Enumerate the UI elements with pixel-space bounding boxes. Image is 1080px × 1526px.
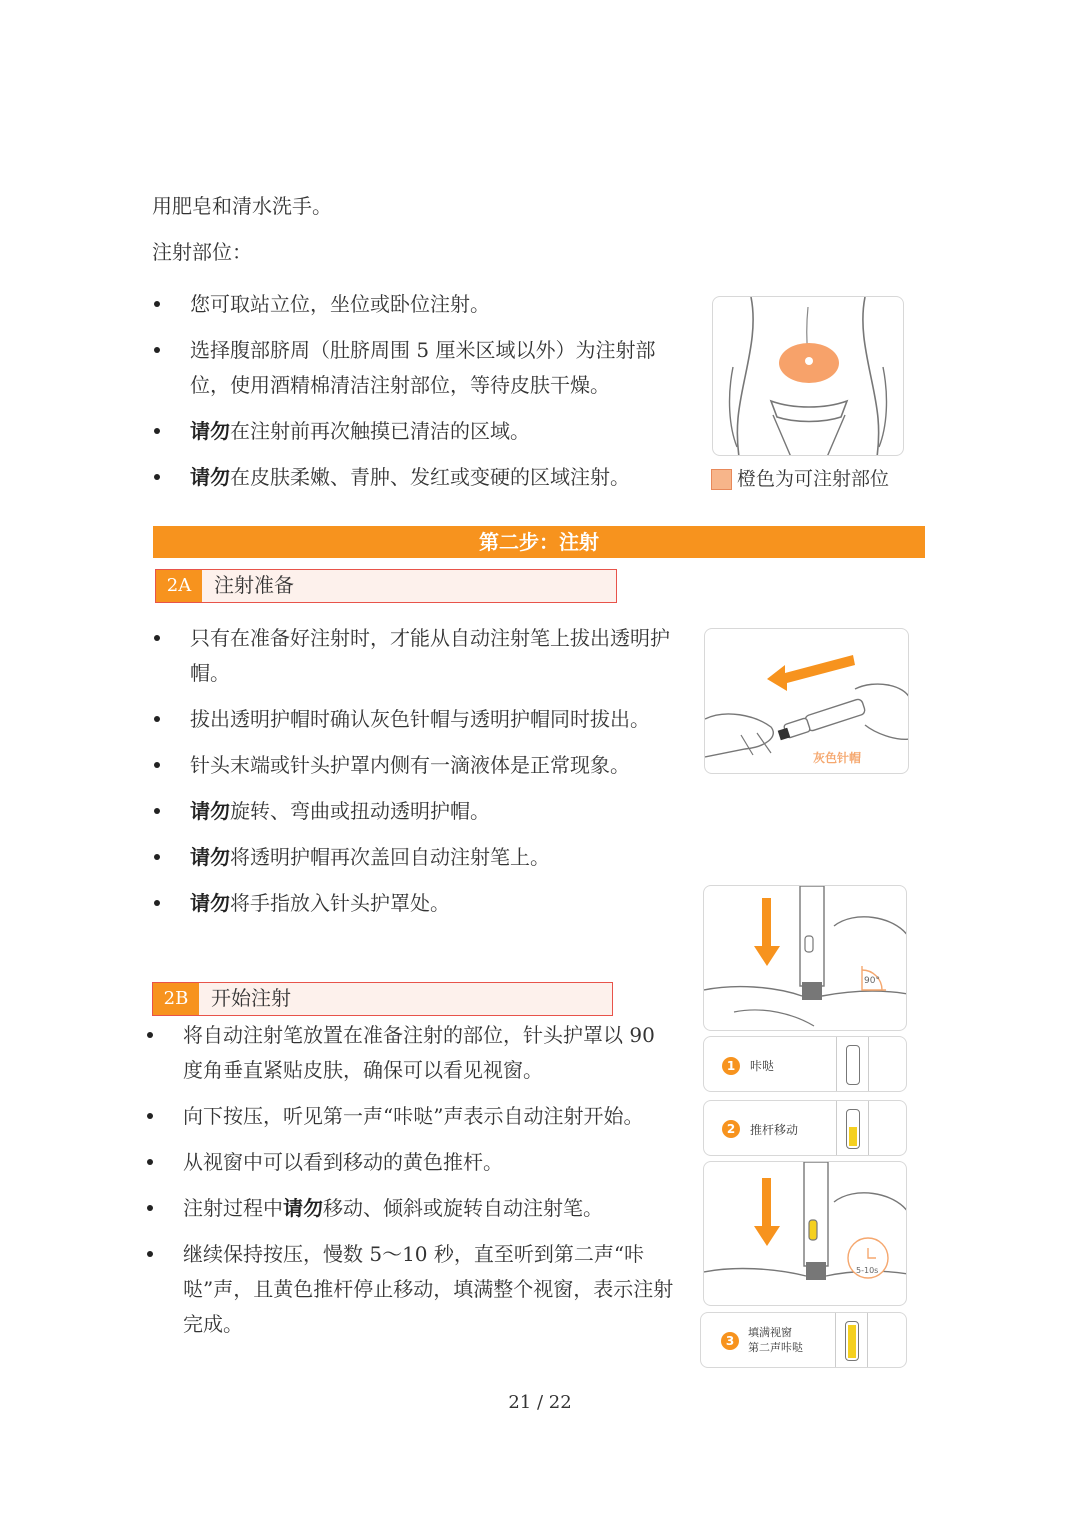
- torso-illustration: [713, 297, 904, 456]
- prep-bullet: 请勿将手指放入针头护罩处。: [152, 886, 687, 921]
- section-2b-title: 开始注射: [211, 986, 291, 1010]
- step3-window-icon: [845, 1321, 859, 1361]
- inject-bullet: 继续保持按压，慢数 5～10 秒，直至听到第二声“咔哒”声，且黄色推杆停止移动，填满整个视窗，表示注射完成。: [145, 1237, 678, 1342]
- step2-card: [703, 1100, 907, 1156]
- site-bullet: 请勿在皮肤柔嫩、青肿、发红或变硬的区域注射。: [152, 460, 692, 495]
- step3-card: [700, 1312, 907, 1368]
- site-bullet: 您可取站立位，坐位或卧位注射。: [152, 287, 692, 322]
- step2-window-icon: [846, 1109, 860, 1149]
- prep-bullet: 只有在准备好注射时，才能从自动注射笔上拔出透明护帽。: [152, 621, 687, 691]
- down-arrow-icon: [754, 946, 780, 966]
- prep-bullet: 请勿旋转、弯曲或扭动透明护帽。: [152, 794, 687, 829]
- wash-hands-text: 用肥皂和清水洗手。: [152, 194, 332, 218]
- step2-badge: 2: [722, 1120, 740, 1138]
- step-two-header: 第二步：注射: [153, 526, 925, 558]
- needle-shield: [802, 982, 822, 1000]
- inject-bullet: 注射过程中请勿移动、倾斜或旋转自动注射笔。: [145, 1191, 678, 1226]
- step1-card: [703, 1036, 907, 1092]
- inject-bullet-list: [145, 1018, 678, 1342]
- step1-window-icon: [846, 1045, 860, 1085]
- gray-cap-label: 灰色针帽: [813, 751, 862, 765]
- body-site-figure: [712, 296, 904, 456]
- page-number: 21 / 22: [508, 1392, 572, 1413]
- step3-label-line2: 第二声咔哒: [748, 1341, 803, 1354]
- inject-bullet: 将自动注射笔放置在准备注射的部位，针头护罩以 90 度角垂直紧贴皮肤，确保可以看见视窗。: [145, 1018, 678, 1088]
- step3-badge: 3: [721, 1332, 739, 1350]
- inject-bullet: 向下按压，听见第一声“咔哒”声表示自动注射开始。: [145, 1099, 678, 1134]
- injection-site-heading: 注射部位：: [152, 240, 252, 264]
- step1-badge: 1: [722, 1057, 740, 1075]
- angle-label: 90°: [864, 976, 880, 986]
- step3-label: [748, 1325, 803, 1355]
- inject-bullet: 从视窗中可以看到移动的黄色推杆。: [145, 1145, 678, 1180]
- section-2a-header: [155, 569, 617, 603]
- site-bullet: 请勿在注射前再次触摸已清洁的区域。: [152, 414, 692, 449]
- step3-label-line1: 填满视窗: [748, 1326, 792, 1339]
- prep-bullet: 拔出透明护帽时确认灰色针帽与透明护帽同时拔出。: [152, 702, 687, 737]
- prep-bullet: 针头末端或针头护罩内侧有一滴液体是正常现象。: [152, 748, 687, 783]
- section-2a-tag: 2A: [156, 570, 202, 602]
- step1-label: 咔哒: [750, 1059, 775, 1073]
- pull-arrow-icon: [767, 655, 855, 691]
- press-down-figure: [703, 885, 907, 1031]
- step2-plunger-fill: [849, 1127, 857, 1146]
- section-2b-header: [152, 982, 613, 1016]
- hold-figure: [703, 1161, 907, 1306]
- timer-label: 5-10s: [856, 1266, 879, 1275]
- cap-removal-illustration: [705, 629, 909, 774]
- legend-label: 橙色为可注射部位: [737, 468, 890, 490]
- step2-label: 推杆移动: [750, 1123, 799, 1137]
- prep-bullet: 请勿将透明护帽再次盖回自动注射笔上。: [152, 840, 687, 875]
- section-2a-title: 注射准备: [214, 573, 294, 597]
- prep-bullet-list: [152, 621, 687, 921]
- site-bullet-list: [152, 287, 692, 495]
- site-bullet: 选择腹部脐周（肚脐周围 5 厘米区域以外）为注射部位，使用酒精棉清洁注射部位，等待皮肤干燥。: [152, 333, 692, 403]
- cap-removal-figure: [704, 628, 909, 774]
- press-down-illustration: [704, 886, 907, 1031]
- legend-swatch: [711, 469, 732, 490]
- down-arrow-icon: [754, 1226, 780, 1246]
- hold-illustration: [704, 1162, 907, 1306]
- step3-plunger-fill: [848, 1325, 856, 1358]
- section-2b-tag: 2B: [153, 983, 199, 1015]
